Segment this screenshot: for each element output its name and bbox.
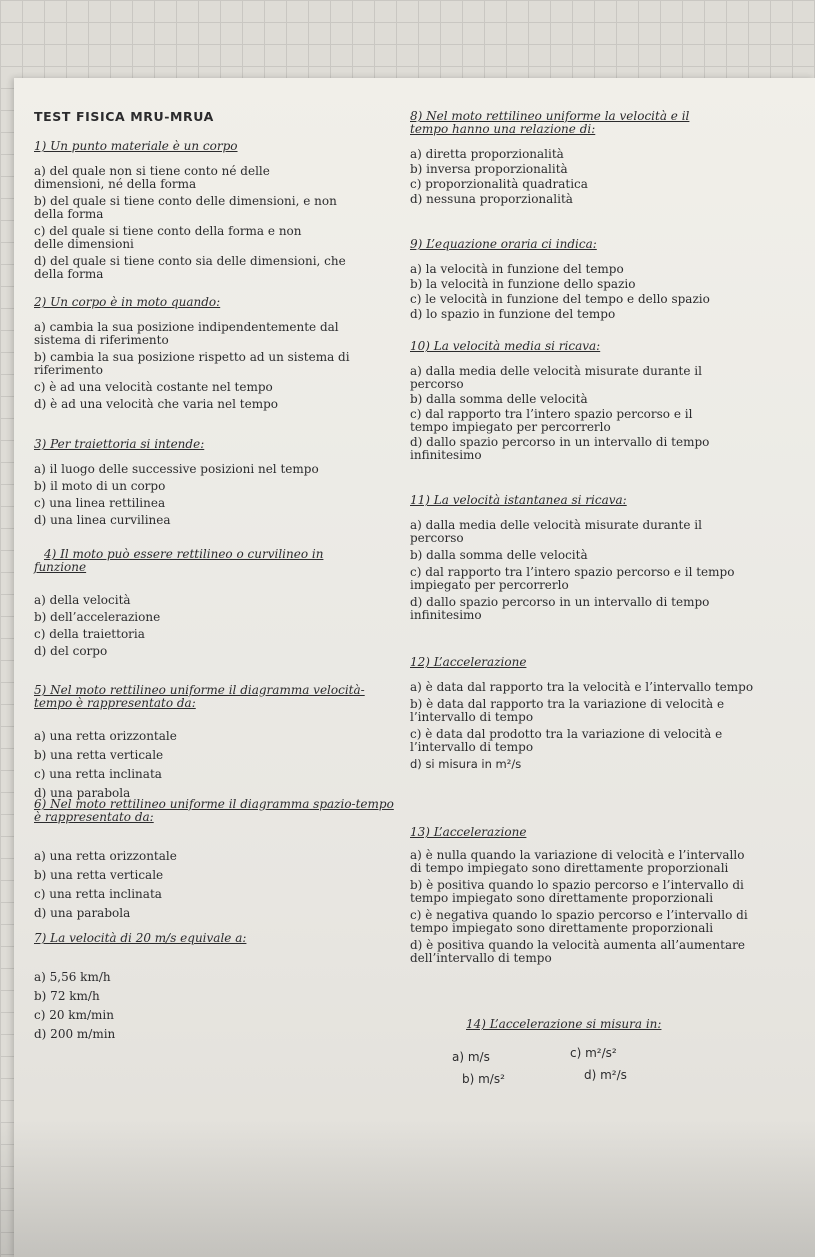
question-10 [410,340,765,462]
option-d: d) dallo spazio percorso in un intervallo di tempo infinitesimo [410,595,710,622]
option-c: c) dal rapporto tra l’intero spazio percorso e il tempo impiegato per percorrerlo [410,407,693,434]
option-c: c) della traiettoria [34,627,145,641]
question-3 [34,438,406,527]
question-9 [410,238,765,321]
option-c: c) è data dal prodotto tra la variazione di velocità e l’intervallo di tempo [410,727,723,754]
question-7 [34,932,406,1041]
option-d: d) dallo spazio percorso in un intervallo di tempo infinitesimo [410,435,710,462]
option-a: a) diretta proporzionalità [410,147,564,161]
option-b: b) una retta verticale [34,748,164,762]
question-text: 11) La velocità istantanea si ricava: [410,493,627,507]
question-text: 12) L’accelerazione [410,655,527,669]
option-d: d) si misura in m²/s [410,757,522,771]
option-d: d) una parabola [34,786,131,800]
question-text: 3) Per traiettoria si intende: [34,437,205,451]
option-a: a) m/s [452,1050,490,1064]
option-d: d) lo spazio in funzione del tempo [410,307,616,321]
option-b: b) la velocità in funzione dello spazio [410,277,636,291]
question-8 [410,110,765,206]
option-c: c) proporzionalità quadratica [410,177,588,191]
option-a: a) la velocità in funzione del tempo [410,262,624,276]
option-a: a) della velocità [34,593,131,607]
option-a: a) del quale non si tiene conto né delle dimensioni, né della forma [34,164,270,191]
question-text: 10) La velocità media si ricava: [410,339,601,353]
question-text: 1) Un punto materiale è un corpo [34,139,238,153]
question-text: 7) La velocità di 20 m/s equivale a: [34,931,247,945]
option-b: b) inversa proporzionalità [410,162,568,176]
question-14 [410,1018,765,1099]
option-c: c) una linea rettilinea [34,496,166,510]
option-c: c) le velocità in funzione del tempo e dello spazio [410,292,710,306]
option-c: c) è negativa quando lo spazio percorso e l’intervallo di tempo impiegato sono direttamente proporzionali [410,908,748,935]
photo-shadow [0,1120,815,1257]
option-b: b) cambia la sua posizione rispetto ad un sistema di riferimento [34,350,350,377]
option-a: a) una retta orizzontale [34,849,177,863]
option-b: b) 72 km/h [34,989,100,1003]
option-b: b) m/s² [462,1072,505,1086]
option-b: b) è positiva quando lo spazio percorso e l’intervallo di tempo impiegato sono direttamente proporzionali [410,878,744,905]
option-c: c) una retta inclinata [34,767,162,781]
option-a: a) dalla media delle velocità misurate durante il percorso [410,518,702,545]
option-c: c) 20 km/min [34,1008,114,1022]
question-2 [34,296,406,411]
option-b: b) una retta verticale [34,868,164,882]
option-d: d) 200 m/min [34,1027,116,1041]
option-b: b) dalla somma delle velocità [410,548,588,562]
option-c: c) dal rapporto tra l’intero spazio percorso e il tempo impiegato per percorrerlo [410,565,735,592]
option-a: a) 5,56 km/h [34,970,111,984]
option-a: a) cambia la sua posizione indipendentemente dal sistema di riferimento [34,320,339,347]
question-text: 2) Un corpo è in moto quando: [34,295,221,309]
question-text: 13) L’accelerazione [410,825,527,839]
question-1 [34,140,406,281]
option-a: a) il luogo delle successive posizioni nel tempo [34,462,319,476]
question-text: 5) Nel moto rettilineo uniforme il diagramma velocità-tempo è rappresentato da: [34,683,365,710]
option-a: a) dalla media delle velocità misurate durante il percorso [410,364,702,391]
question-text: 14) L’accelerazione si misura in: [466,1017,662,1031]
option-b: b) è data dal rapporto tra la variazione di velocità e l’intervallo di tempo [410,697,725,724]
option-d: d) del corpo [34,644,108,658]
question-text: 8) Nel moto rettilineo uniforme la velocità e il tempo hanno una relazione di: [410,109,690,136]
option-d: d) una linea curvilinea [34,513,171,527]
question-12 [410,656,765,771]
option-d: d) del quale si tiene conto sia delle dimensioni, che della forma [34,254,346,281]
option-b: b) il moto di un corpo [34,479,166,493]
option-c: c) m²/s² [570,1046,617,1060]
question-text: 6) Nel moto rettilineo uniforme il diagramma spazio-tempo è rappresentato da: [34,797,394,824]
question-13 [410,826,765,965]
option-a: a) una retta orizzontale [34,729,177,743]
question-6 [34,798,406,920]
option-d: d) è positiva quando la velocità aumenta all’aumentare dell’intervallo di tempo [410,938,745,965]
option-b: b) dalla somma delle velocità [410,392,588,406]
question-text: 9) L’equazione oraria ci indica: [410,237,597,251]
option-c: c) una retta inclinata [34,887,162,901]
option-d: d) una parabola [34,906,131,920]
question-5 [34,684,406,800]
question-11 [410,494,765,622]
option-d: d) è ad una velocità che varia nel tempo [34,397,278,411]
option-d: d) nessuna proporzionalità [410,192,573,206]
option-b: b) del quale si tiene conto delle dimensioni, e non della forma [34,194,337,221]
option-c: c) è ad una velocità costante nel tempo [34,380,273,394]
question-4 [34,548,406,658]
page-title: TEST FISICA MRU-MRUA [34,109,214,124]
option-a: a) è nulla quando la variazione di velocità e l’intervallo di tempo impiegato sono direttamente proporzionali [410,848,745,875]
option-d: d) m²/s [584,1068,627,1082]
option-c: c) del quale si tiene conto della forma e non delle dimensioni [34,224,302,251]
option-a: a) è data dal rapporto tra la velocità e l’intervallo tempo [410,680,754,694]
option-b: b) dell’accelerazione [34,610,161,624]
question-text: 4) Il moto può essere rettilineo o curvilineo in funzione [34,547,324,574]
